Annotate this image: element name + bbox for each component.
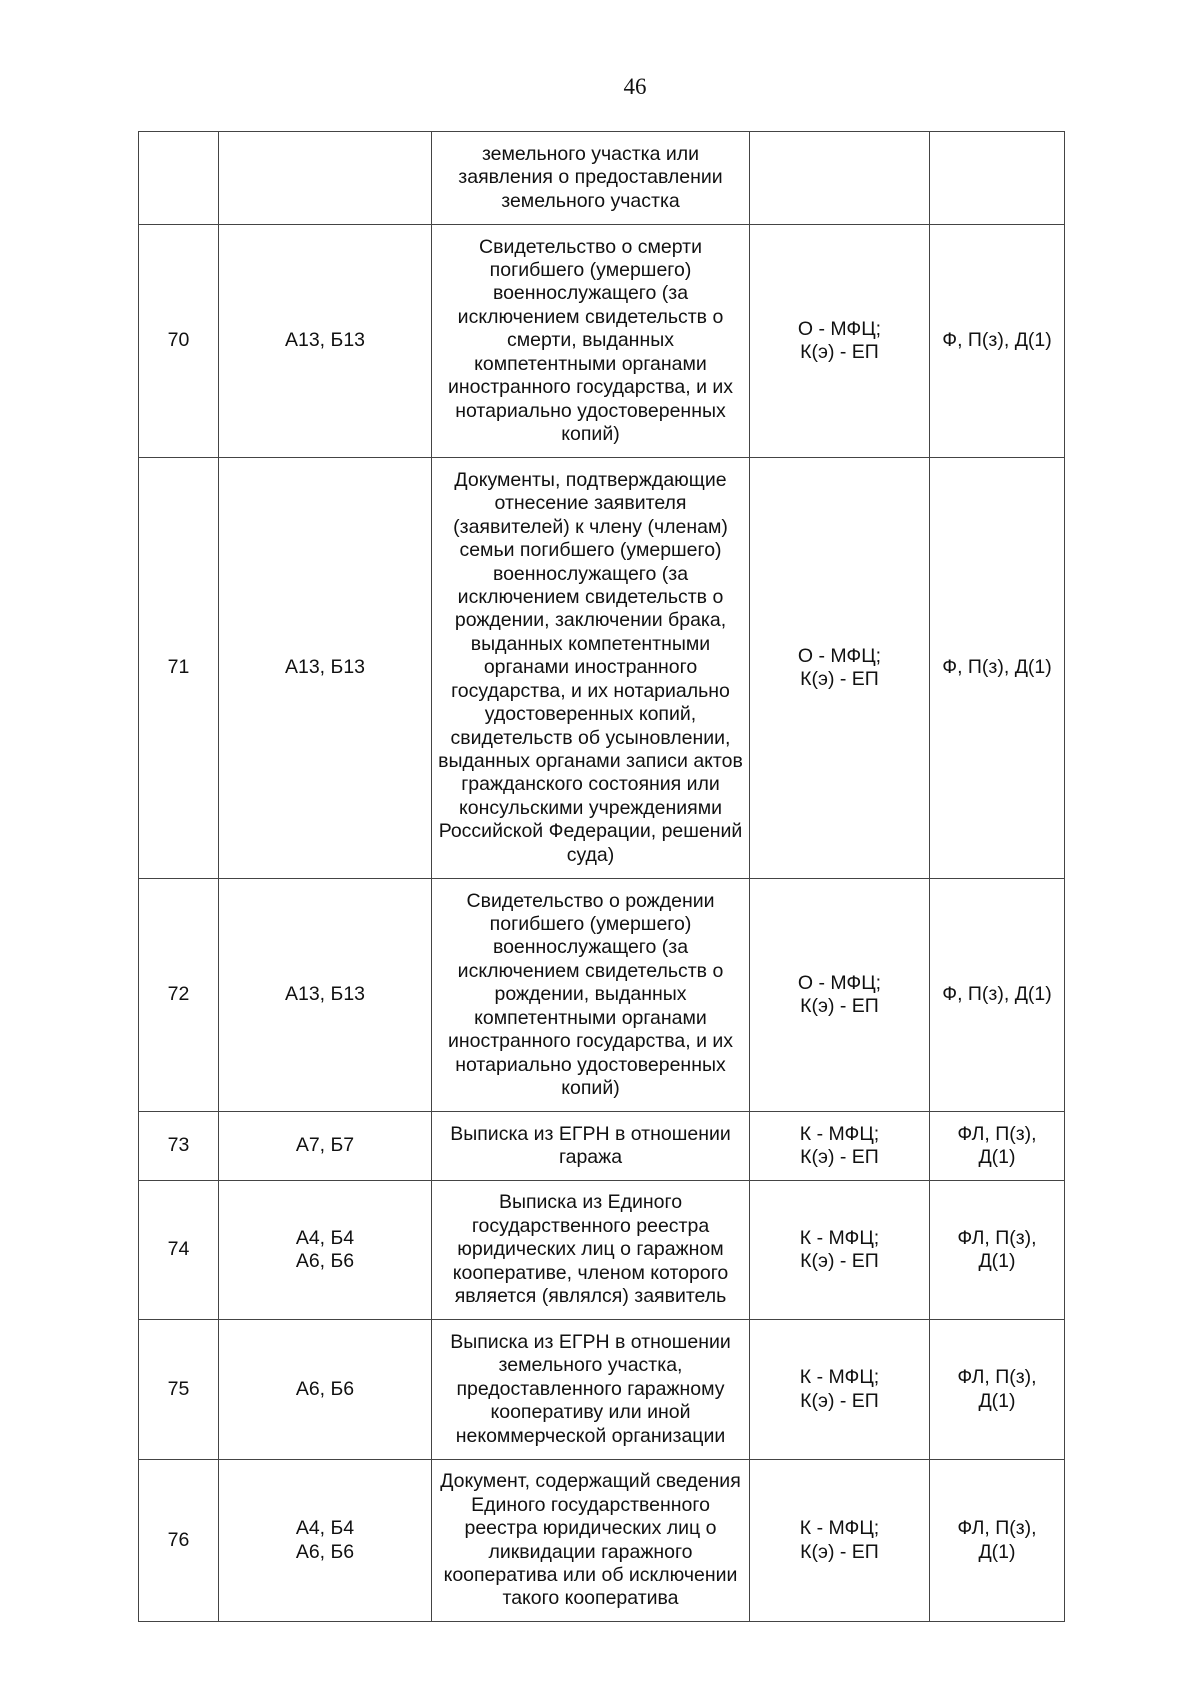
- table-row: [139, 1112, 1065, 1181]
- document-form-cell: ФЛ, П(з), Д(1): [930, 1181, 1065, 1320]
- row-number-cell: 70: [139, 225, 219, 458]
- document-description-cell: Выписка из ЕГРН в отношении земельного участка, предоставленного гаражному кооперативу или иной некоммерческой организации: [432, 1320, 750, 1460]
- table-row: [139, 1320, 1065, 1460]
- submission-method-cell: К - МФЦ; К(э) - ЕП: [750, 1112, 930, 1181]
- row-number-cell: 74: [139, 1181, 219, 1320]
- category-codes-cell: А4, Б4 А6, Б6: [219, 1181, 432, 1320]
- row-number-cell: 73: [139, 1112, 219, 1181]
- document-description-cell: Свидетельство о смерти погибшего (умершего) военнослужащего (за исключением свидетельств о смерти, выданных компетентными органами иностранного государства, и их нотариально удостоверенных копий): [432, 225, 750, 458]
- submission-method-cell: О - МФЦ; К(э) - ЕП: [750, 458, 930, 879]
- submission-method-cell: О - МФЦ; К(э) - ЕП: [750, 879, 930, 1112]
- category-codes-cell: А7, Б7: [219, 1112, 432, 1181]
- document-form-cell: Ф, П(з), Д(1): [930, 225, 1065, 458]
- document-description-cell: Выписка из Единого государственного реестра юридических лиц о гаражном кооперативе, членом которого является (являлся) заявитель: [432, 1181, 750, 1320]
- category-codes-cell: А6, Б6: [219, 1320, 432, 1460]
- documents-table: [138, 131, 1065, 1622]
- submission-method-cell: К - МФЦ; К(э) - ЕП: [750, 1181, 930, 1320]
- category-codes-cell: А13, Б13: [219, 225, 432, 458]
- category-codes-cell: А13, Б13: [219, 458, 432, 879]
- row-number-cell: 75: [139, 1320, 219, 1460]
- document-description-cell: Свидетельство о рождении погибшего (умершего) военнослужащего (за исключением свидетельств о рождении, выданных компетентными органами иностранного государства, и их нотариально удостоверенных копий): [432, 879, 750, 1112]
- row-number-cell: 76: [139, 1460, 219, 1622]
- table-row: [139, 458, 1065, 879]
- category-codes-cell: [219, 132, 432, 225]
- category-codes-cell: А13, Б13: [219, 879, 432, 1112]
- document-form-cell: [930, 132, 1065, 225]
- table-row: [139, 225, 1065, 458]
- submission-method-cell: К - МФЦ; К(э) - ЕП: [750, 1460, 930, 1622]
- document-form-cell: ФЛ, П(з), Д(1): [930, 1112, 1065, 1181]
- document-description-cell: Документ, содержащий сведения Единого государственного реестра юридических лиц о ликвидации гаражного кооператива или об исключении такого кооператива: [432, 1460, 750, 1622]
- page-number: 46: [623, 74, 647, 99]
- table-row: [139, 1181, 1065, 1320]
- document-form-cell: Ф, П(з), Д(1): [930, 879, 1065, 1112]
- table-row: [139, 879, 1065, 1112]
- table-row: [139, 132, 1065, 225]
- row-number-cell: 72: [139, 879, 219, 1112]
- submission-method-cell: К - МФЦ; К(э) - ЕП: [750, 1320, 930, 1460]
- category-codes-cell: А4, Б4 А6, Б6: [219, 1460, 432, 1622]
- table-row: [139, 1460, 1065, 1622]
- document-description-cell: Выписка из ЕГРН в отношении гаража: [432, 1112, 750, 1181]
- document-form-cell: ФЛ, П(з), Д(1): [930, 1320, 1065, 1460]
- document-description-cell: земельного участка или заявления о предоставлении земельного участка: [432, 132, 750, 225]
- document-description-cell: Документы, подтверждающие отнесение заявителя (заявителей) к члену (членам) семьи погибшего (умершего) военнослужащего (за исключением свидетельств о рождении, заключении брака, выданных компетентными органами иностранного государства, и их нотариально удостоверенных копий, свидетельств об усыновлении, выданных органами записи актов гражданского состояния или консульскими учреждениями Российской Федерации, решений суда): [432, 458, 750, 879]
- row-number-cell: 71: [139, 458, 219, 879]
- document-form-cell: ФЛ, П(з), Д(1): [930, 1460, 1065, 1622]
- submission-method-cell: [750, 132, 930, 225]
- row-number-cell: [139, 132, 219, 225]
- submission-method-cell: О - МФЦ; К(э) - ЕП: [750, 225, 930, 458]
- document-form-cell: Ф, П(з), Д(1): [930, 458, 1065, 879]
